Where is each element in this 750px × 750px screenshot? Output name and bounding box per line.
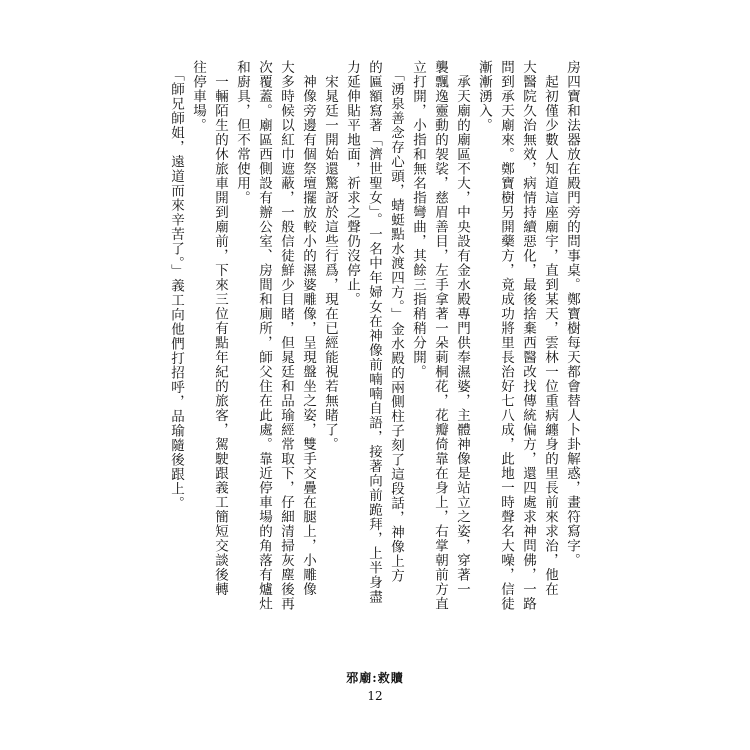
page-body-text (170, 60, 582, 612)
text-column: 大多時候以紅巾遮蔽，一般信徒鮮少目睹，但晁廷和品瑜經常取下，仔細清掃灰塵後再 (278, 60, 294, 611)
text-column: 往停車場。 (190, 60, 206, 133)
text-column: 房四寶和法器放在殿門旁的問事桌。鄭寶樹每天都會替人卜卦解惑，畫符寫字。 (564, 60, 580, 568)
text-column: 大醫院久治無效，病情持續惡化，最後捨棄西醫改找傳統偏方，還四處求神問佛，一路 (520, 60, 536, 611)
text-column: 「湧泉善念存心頭，蜻蜓點水渡四方。」金水殿的兩側柱子刻了這段話，神像上方 (388, 60, 404, 583)
text-column: 問到承天廟來。鄭寶樹另開藥方，竟成功將里長治好七八成，此地一時聲名大噪，信徒 (498, 60, 514, 611)
text-column: 次覆蓋。廟區西側設有辦公室、房間和廁所，師父住在此處。靠近停車場的角落有爐灶 (256, 60, 272, 611)
text-column: 漸漸湧入。 (476, 60, 492, 133)
book-title: 邪廟:救贖 (346, 671, 404, 685)
text-column: 起初僅少數人知道這座廟宇，直到某天，雲林一位重病纏身的里長前來求治，他在 (542, 60, 558, 597)
text-column: 立打開，小指和無名指彎曲，其餘三指稍稍分開。 (410, 60, 426, 379)
text-column: 神像旁邊有個祭壇擺放較小的濕婆雕像，呈現盤坐之姿，雙手交疊在腿上，小雕像 (300, 60, 316, 597)
text-column: 力延伸貼平地面，祈求之聲仍沒停止。 (344, 60, 360, 307)
page-number: 12 (367, 689, 383, 703)
text-column: 和廚具，但不常使用。 (234, 60, 250, 205)
text-column: 宋晁廷一開始還驚訝於這些行爲，現在已經能視若無睹了。 (322, 60, 338, 452)
text-column: 襲飄逸靈動的袈裟，慈眉善目，左手拿著一朵莿桐花，花瓣倚靠在身上，右掌朝前方直 (432, 60, 448, 611)
text-column: 的匾額寫著「濟世聖女」。一名中年婦女在神像前喃喃自語，接著向前跪拜，上半身盡 (366, 60, 382, 605)
text-column: 承天廟的廟區不大，中央設有金水殿專門供奉濕婆，主體神像是站立之姿，穿著一 (454, 60, 470, 597)
text-column: 「師兄師姐，遠道而來辛苦了。」義工向他們打招呼，品瑜隨後跟上。 (168, 60, 184, 511)
text-column: 一輛陌生的休旅車開到廟前，下來三位有點年紀的旅客，駕駛跟義工簡短交談後轉 (212, 60, 228, 597)
